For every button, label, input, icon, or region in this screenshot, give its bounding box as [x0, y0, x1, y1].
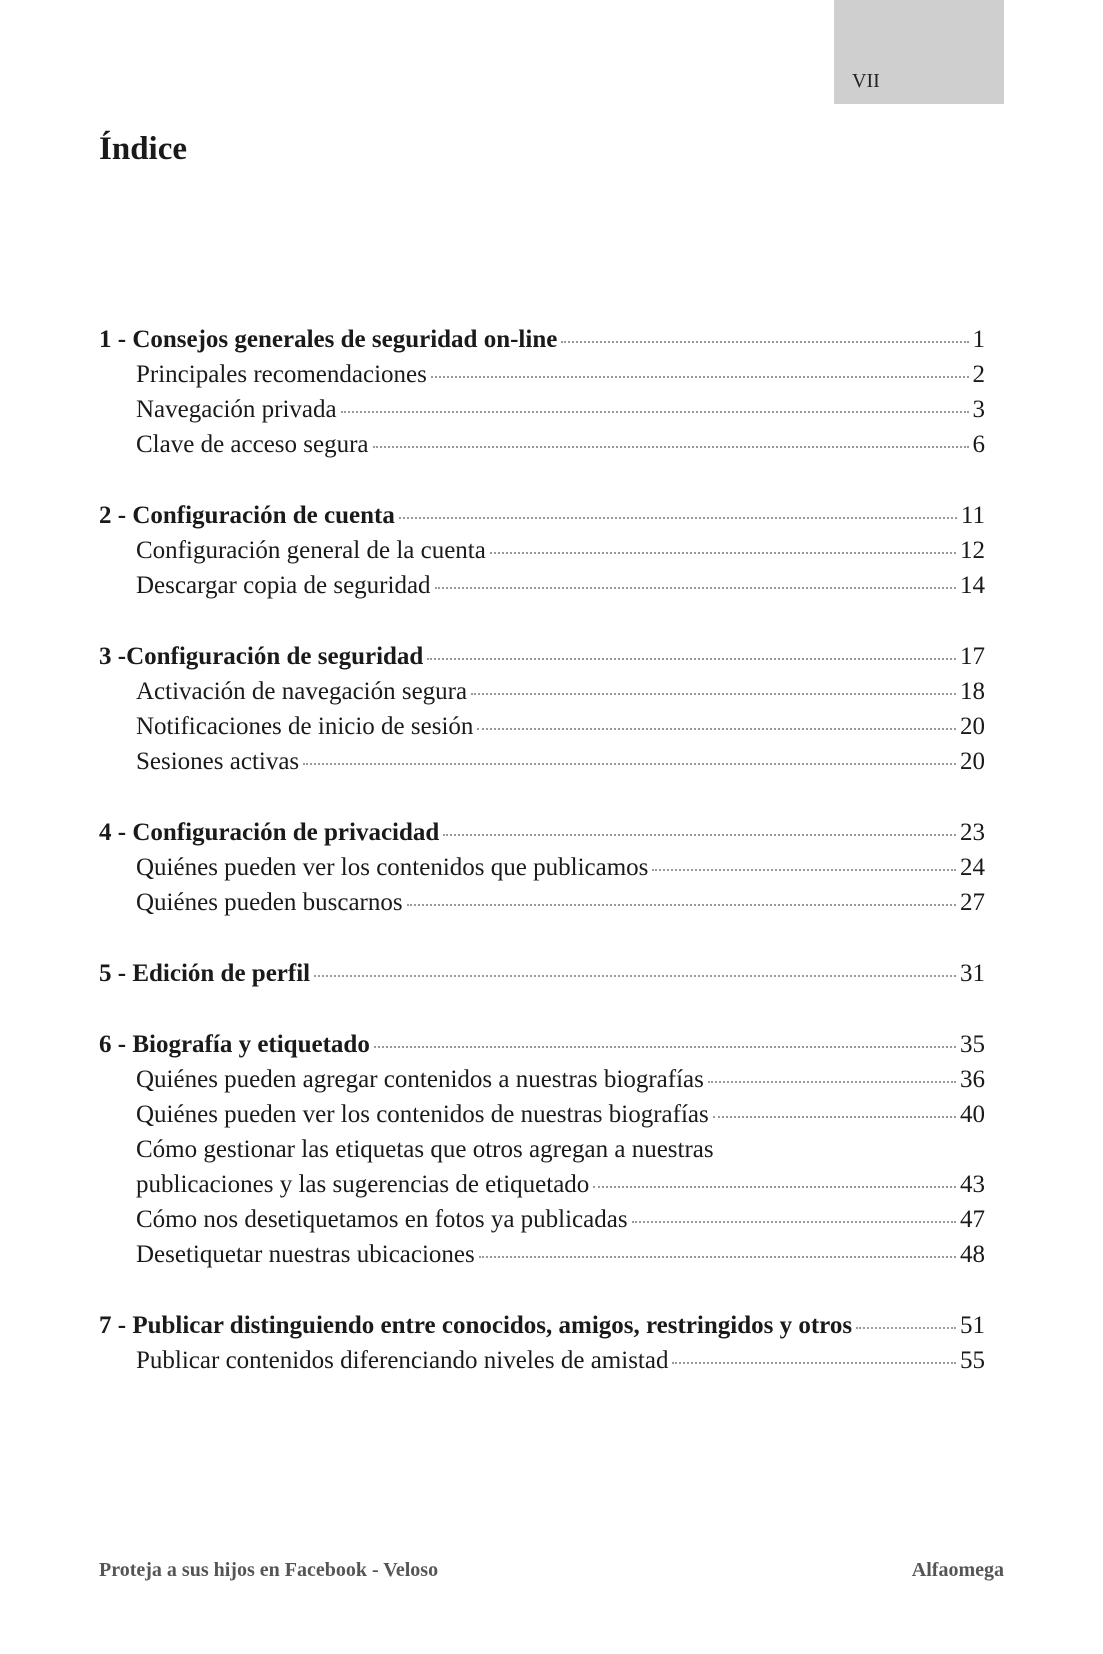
- toc-entry-title: Configuración general de la cuenta: [136, 537, 486, 564]
- table-of-contents: [99, 322, 985, 1378]
- dot-leader: [431, 376, 969, 378]
- dot-leader: [374, 1046, 956, 1048]
- page-title: Índice: [99, 131, 188, 167]
- toc-page-number: 17: [960, 643, 985, 670]
- toc-entry-title: Quiénes pueden buscarnos: [136, 889, 403, 916]
- dot-leader: [708, 1081, 956, 1083]
- toc-page-number: 20: [960, 713, 985, 740]
- toc-page-number: 12: [960, 537, 985, 564]
- chapter-spacer: [99, 462, 985, 498]
- toc-chapter-entry[interactable]: [99, 639, 985, 674]
- toc-entry-title: Navegación privada: [136, 396, 337, 423]
- chapter-spacer: [99, 991, 985, 1027]
- toc-page-number: 6: [972, 431, 985, 458]
- toc-page-number: 1: [972, 326, 985, 353]
- dot-leader: [652, 869, 956, 871]
- toc-section-entry[interactable]: [99, 674, 985, 709]
- toc-entry-title: 4 - Configuración de privacidad: [99, 819, 440, 846]
- toc-section-entry[interactable]: [99, 885, 985, 920]
- toc-entry-title: publicaciones y las sugerencias de etiquetado: [136, 1171, 590, 1198]
- toc-section-entry[interactable]: [99, 744, 985, 779]
- toc-entry-title: 7 - Publicar distinguiendo entre conocidos, amigos, restringidos y otros: [99, 1312, 853, 1339]
- toc-entry-title: Sesiones activas: [136, 748, 300, 775]
- toc-entry-title: Desetiquetar nuestras ubicaciones: [136, 1241, 475, 1268]
- dot-leader: [435, 587, 956, 589]
- toc-page-number: 48: [960, 1241, 985, 1268]
- toc-section-entry[interactable]: [99, 1343, 985, 1378]
- toc-page-number: 36: [960, 1066, 985, 1093]
- toc-entry-title: Notificaciones de inicio de sesión: [136, 713, 474, 740]
- chapter-spacer: [99, 779, 985, 815]
- page-number: VII: [852, 70, 880, 92]
- footer-publisher: Alfaomega: [911, 1559, 1004, 1581]
- dot-leader: [407, 904, 956, 906]
- dot-leader: [856, 1327, 956, 1329]
- toc-entry-title: Descargar copia de seguridad: [136, 572, 431, 599]
- toc-page-number: 23: [960, 819, 985, 846]
- toc-entry-title: Quiénes pueden agregar contenidos a nuestras biografías: [136, 1066, 704, 1093]
- toc-section-entry[interactable]: [99, 709, 985, 744]
- dot-leader: [561, 341, 968, 343]
- toc-chapter-entry[interactable]: [99, 1308, 985, 1343]
- chapter-spacer: [99, 603, 985, 639]
- toc-page-number: 20: [960, 748, 985, 775]
- toc-section-entry[interactable]: [99, 1237, 985, 1272]
- toc-entry-title: Publicar contenidos diferenciando niveles de amistad: [136, 1347, 669, 1374]
- toc-chapter-entry[interactable]: [99, 322, 985, 357]
- dot-leader: [427, 658, 956, 660]
- chapter-spacer: [99, 920, 985, 956]
- toc-page-number: 11: [960, 502, 985, 529]
- toc-chapter-entry[interactable]: [99, 815, 985, 850]
- toc-section-entry[interactable]: [99, 1062, 985, 1097]
- toc-section-entry[interactable]: [99, 1167, 985, 1202]
- toc-entry-title: Quiénes pueden ver los contenidos de nuestras biografías: [136, 1101, 709, 1128]
- dot-leader: [713, 1116, 956, 1118]
- toc-page-number: 18: [960, 678, 985, 705]
- toc-section-entry[interactable]: [99, 427, 985, 462]
- toc-chapter-entry[interactable]: [99, 498, 985, 533]
- toc-chapter-entry[interactable]: [99, 1027, 985, 1062]
- dot-leader: [490, 552, 956, 554]
- toc-page-number: 51: [960, 1312, 985, 1339]
- dot-leader: [593, 1186, 956, 1188]
- toc-entry-title: Cómo gestionar las etiquetas que otros agregan a nuestras: [136, 1136, 714, 1163]
- toc-page-number: 24: [960, 854, 985, 881]
- toc-section-entry[interactable]: [99, 1097, 985, 1132]
- toc-entry-title: 1 - Consejos generales de seguridad on-line: [99, 326, 558, 353]
- toc-page-number: 31: [960, 960, 985, 987]
- dot-leader: [314, 975, 956, 977]
- dot-leader: [477, 728, 956, 730]
- dot-leader: [471, 693, 956, 695]
- dot-leader: [303, 763, 956, 765]
- toc-entry-title: Cómo nos desetiquetamos en fotos ya publicadas: [136, 1206, 628, 1233]
- toc-chapter-entry[interactable]: [99, 956, 985, 991]
- dot-leader: [341, 411, 969, 413]
- toc-section-entry[interactable]: [99, 1202, 985, 1237]
- chapter-spacer: [99, 1272, 985, 1308]
- toc-section-entry[interactable]: [99, 357, 985, 392]
- toc-entry-title: 5 - Edición de perfil: [99, 960, 311, 987]
- toc-entry-title: Principales recomendaciones: [136, 361, 427, 388]
- toc-page-number: 43: [960, 1171, 985, 1198]
- toc-page-number: 14: [960, 572, 985, 599]
- toc-section-entry[interactable]: [99, 850, 985, 885]
- toc-page-number: 27: [960, 889, 985, 916]
- dot-leader: [399, 517, 957, 519]
- toc-entry-title: 6 - Biografía y etiquetado: [99, 1031, 370, 1058]
- toc-page-number: 3: [972, 396, 985, 423]
- dot-leader: [672, 1362, 956, 1364]
- toc-page-number: 2: [972, 361, 985, 388]
- toc-entry-title: Activación de navegación segura: [136, 678, 468, 705]
- toc-section-entry[interactable]: [99, 392, 985, 427]
- dot-leader: [443, 834, 956, 836]
- toc-page-number: 47: [960, 1206, 985, 1233]
- footer-book-title: Proteja a sus hijos en Facebook - Veloso: [99, 1559, 439, 1581]
- toc-entry-title: 3 -Configuración de seguridad: [99, 643, 424, 670]
- dot-leader: [479, 1256, 956, 1258]
- toc-section-entry[interactable]: [99, 533, 985, 568]
- toc-page-number: 40: [960, 1101, 985, 1128]
- toc-page-number: 35: [960, 1031, 985, 1058]
- toc-entry-title: Quiénes pueden ver los contenidos que publicamos: [136, 854, 649, 881]
- toc-section-entry[interactable]: [99, 1132, 985, 1167]
- dot-leader: [373, 446, 969, 448]
- toc-entry-title: Clave de acceso segura: [136, 431, 369, 458]
- toc-entry-title: 2 - Configuración de cuenta: [99, 502, 395, 529]
- dot-leader: [632, 1221, 956, 1223]
- toc-page-number: 55: [960, 1347, 985, 1374]
- toc-section-entry[interactable]: [99, 568, 985, 603]
